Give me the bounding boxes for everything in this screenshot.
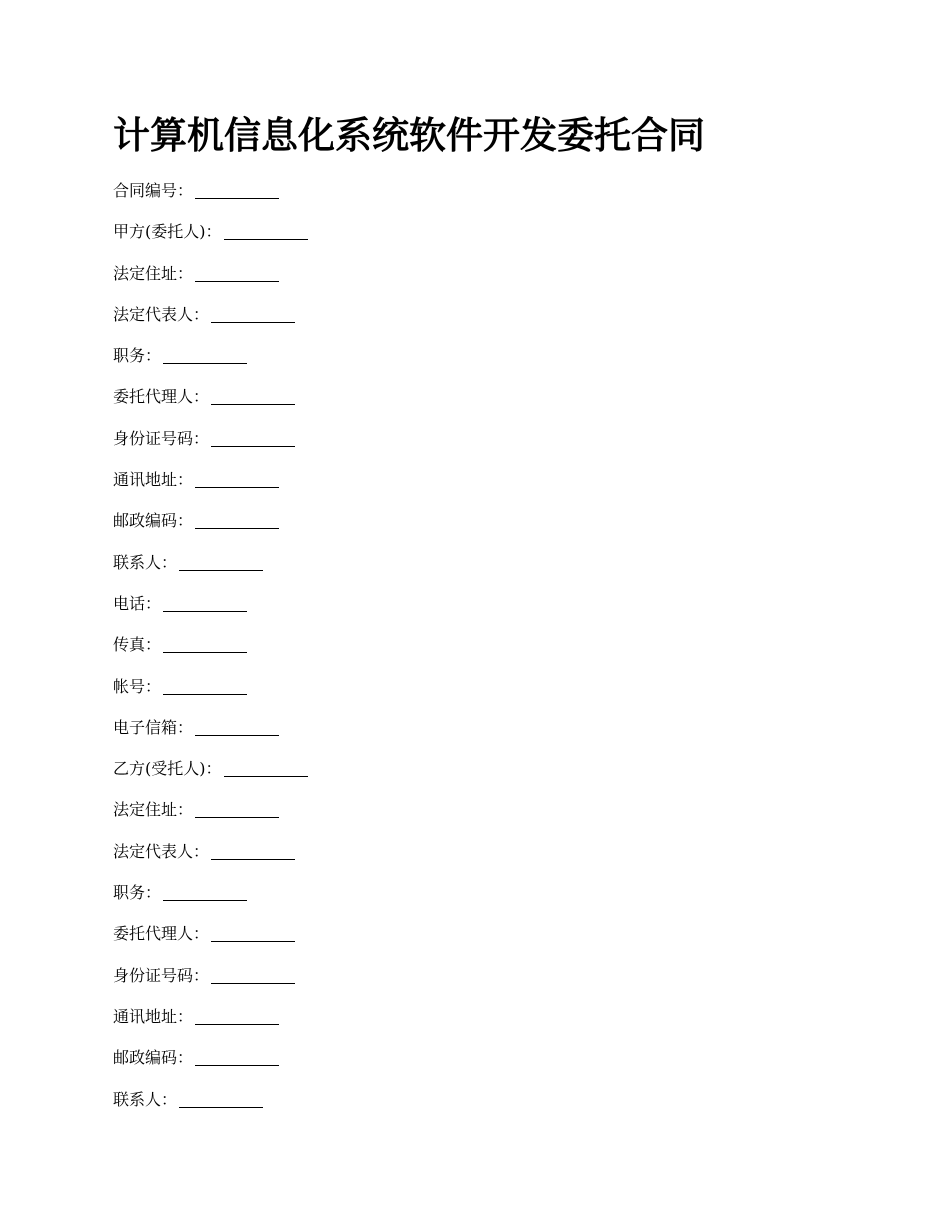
field-label: 职务： bbox=[113, 883, 162, 903]
fill-in-blank[interactable] bbox=[195, 816, 279, 818]
fill-in-blank[interactable] bbox=[195, 280, 279, 282]
field-label: 电话： bbox=[113, 593, 162, 613]
field-label: 联系人： bbox=[113, 1089, 178, 1109]
field-party-b-mailing-address bbox=[113, 996, 873, 1037]
fill-in-blank[interactable] bbox=[163, 899, 247, 901]
fill-in-blank[interactable] bbox=[195, 197, 279, 199]
field-label: 电子信箱： bbox=[113, 717, 194, 737]
fill-in-blank[interactable] bbox=[163, 362, 247, 364]
field-label: 邮政编码： bbox=[113, 1048, 194, 1068]
fill-in-blank[interactable] bbox=[211, 403, 295, 405]
field-label: 传真： bbox=[113, 635, 162, 655]
fill-in-blank[interactable] bbox=[211, 940, 295, 942]
field-party-a-account bbox=[113, 666, 873, 707]
field-party-a bbox=[113, 211, 873, 252]
fill-in-blank[interactable] bbox=[195, 527, 279, 529]
fill-in-blank[interactable] bbox=[179, 1106, 263, 1108]
fill-in-blank[interactable] bbox=[195, 1064, 279, 1066]
field-party-a-mailing-address bbox=[113, 459, 873, 500]
field-party-a-position bbox=[113, 335, 873, 376]
field-label: 身份证号码： bbox=[113, 965, 210, 985]
field-party-a-postal-code bbox=[113, 500, 873, 541]
field-party-a-address bbox=[113, 253, 873, 294]
field-party-b-agent bbox=[113, 913, 873, 954]
field-label: 法定代表人： bbox=[113, 841, 210, 861]
field-party-b-legal-rep bbox=[113, 831, 873, 872]
contract-page bbox=[113, 112, 873, 1120]
field-party-b-id-number bbox=[113, 955, 873, 996]
field-label: 合同编号： bbox=[113, 181, 194, 200]
fill-in-blank[interactable] bbox=[195, 1023, 279, 1025]
field-party-a-contact bbox=[113, 542, 873, 583]
fill-in-blank[interactable] bbox=[211, 321, 295, 323]
field-label: 法定代表人： bbox=[113, 304, 210, 324]
field-party-b-position bbox=[113, 872, 873, 913]
field-party-a-id-number bbox=[113, 418, 873, 459]
field-party-a-email bbox=[113, 707, 873, 748]
field-label: 通讯地址： bbox=[113, 1006, 194, 1026]
field-label: 法定住址： bbox=[113, 800, 194, 820]
field-party-b bbox=[113, 748, 873, 789]
fill-in-blank[interactable] bbox=[163, 610, 247, 612]
field-label: 乙方(受托人)： bbox=[113, 759, 222, 779]
field-label: 通讯地址： bbox=[113, 470, 194, 490]
fill-in-blank[interactable] bbox=[224, 238, 308, 240]
fill-in-blank[interactable] bbox=[163, 651, 247, 653]
fill-in-blank[interactable] bbox=[195, 734, 279, 736]
field-label: 委托代理人： bbox=[113, 924, 210, 944]
field-label: 法定住址： bbox=[113, 263, 194, 283]
field-label: 职务： bbox=[113, 346, 162, 366]
fill-in-blank[interactable] bbox=[195, 486, 279, 488]
field-party-b-address bbox=[113, 789, 873, 830]
fill-in-blank[interactable] bbox=[179, 569, 263, 571]
field-party-a-legal-rep bbox=[113, 294, 873, 335]
field-label: 帐号： bbox=[113, 676, 162, 696]
field-party-b-contact bbox=[113, 1079, 873, 1120]
fill-in-blank[interactable] bbox=[211, 858, 295, 860]
field-party-a-phone bbox=[113, 583, 873, 624]
field-label: 邮政编码： bbox=[113, 511, 194, 531]
field-label: 身份证号码： bbox=[113, 428, 210, 448]
field-label: 联系人： bbox=[113, 552, 178, 572]
contract-fields-list bbox=[113, 170, 873, 1120]
fill-in-blank[interactable] bbox=[224, 775, 308, 777]
fill-in-blank[interactable] bbox=[211, 445, 295, 447]
field-party-a-agent bbox=[113, 376, 873, 417]
fill-in-blank[interactable] bbox=[211, 982, 295, 984]
document-title: 计算机信息化系统软件开发委托合同 bbox=[113, 114, 705, 157]
field-party-b-postal-code bbox=[113, 1037, 873, 1078]
field-label: 甲方(委托人)： bbox=[113, 222, 222, 242]
field-label: 委托代理人： bbox=[113, 387, 210, 407]
field-party-a-fax bbox=[113, 624, 873, 665]
fill-in-blank[interactable] bbox=[163, 693, 247, 695]
field-contract-number bbox=[113, 170, 873, 211]
